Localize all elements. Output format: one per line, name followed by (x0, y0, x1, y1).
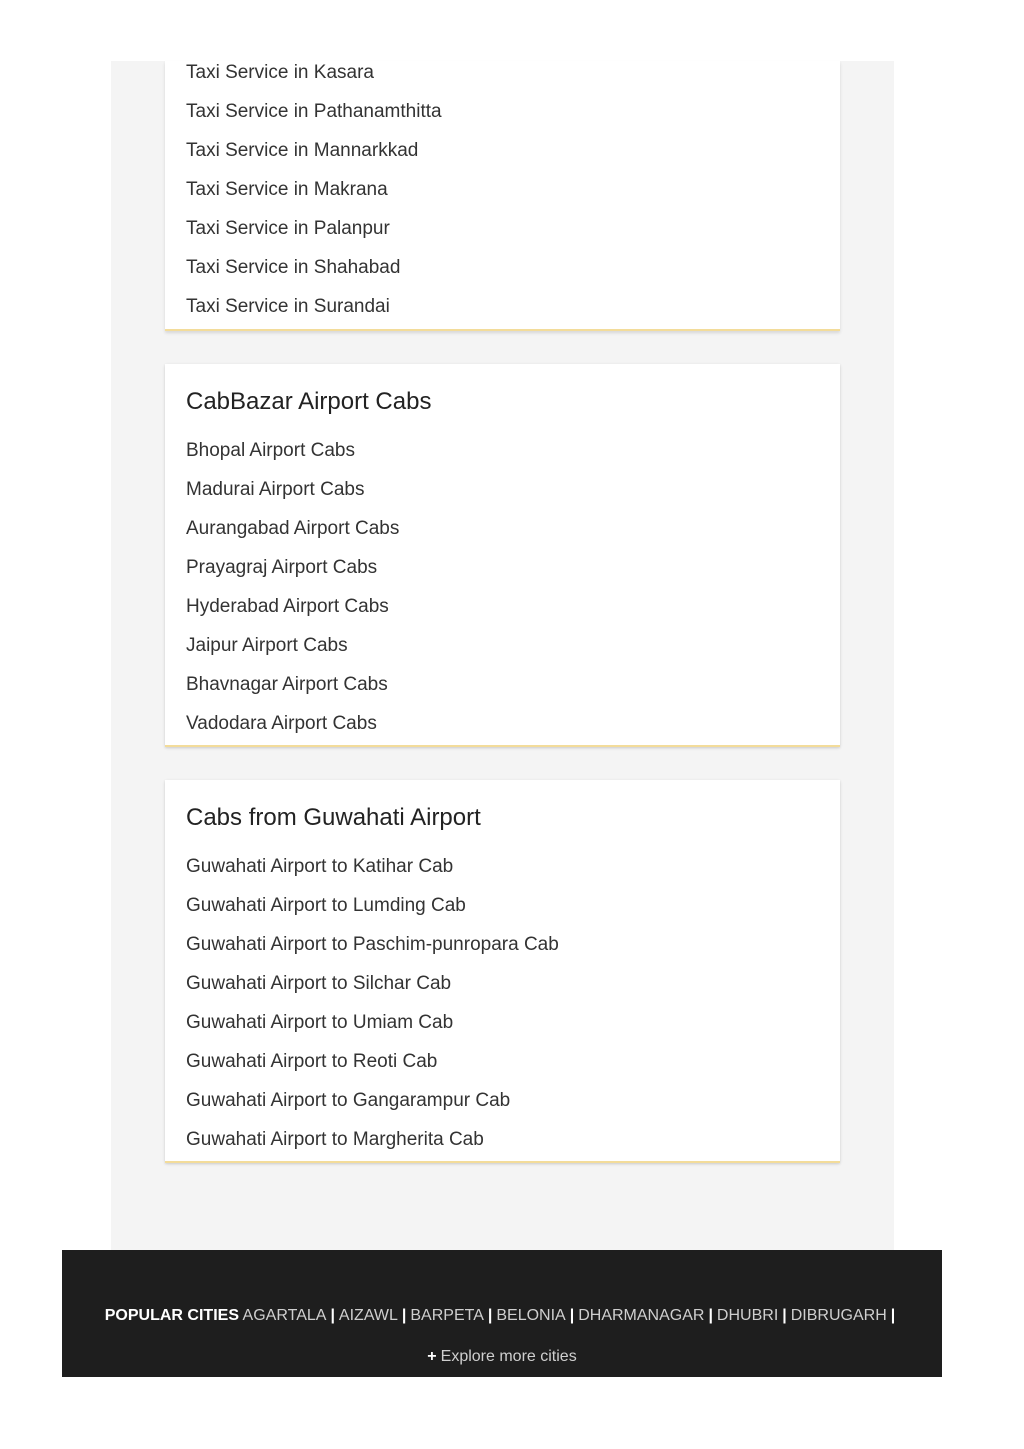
plus-icon: + (427, 1348, 437, 1365)
explore-more-cities-link[interactable] (62, 1347, 942, 1367)
taxi-service-link[interactable]: Taxi Service in Palanpur (186, 218, 390, 239)
guwahati-airport-list (186, 855, 559, 1150)
taxi-service-link[interactable]: Taxi Service in Pathanamthitta (186, 101, 442, 122)
popular-cities-row (62, 1306, 942, 1326)
separator: | (487, 1307, 493, 1324)
taxi-service-link[interactable]: Taxi Service in Shahabad (186, 257, 401, 278)
guwahati-route-link[interactable]: Guwahati Airport to Gangarampur Cab (186, 1090, 511, 1111)
airport-cab-link[interactable]: Madurai Airport Cabs (186, 479, 365, 500)
airport-cabs-list (186, 439, 400, 734)
city-link-agartala[interactable]: AGARTALA (242, 1307, 327, 1324)
footer (62, 1250, 942, 1377)
taxi-services-card (165, 61, 840, 331)
guwahati-airport-title: Cabs from Guwahati Airport (186, 804, 481, 831)
taxi-service-link[interactable]: Taxi Service in Makrana (186, 179, 388, 200)
airport-cab-link[interactable]: Bhopal Airport Cabs (186, 440, 355, 461)
taxi-service-link[interactable]: Taxi Service in Mannarkkad (186, 140, 419, 161)
separator: | (330, 1307, 335, 1324)
airport-cab-link[interactable]: Hyderabad Airport Cabs (186, 596, 389, 617)
guwahati-route-link[interactable]: Guwahati Airport to Katihar Cab (186, 856, 454, 877)
airport-cab-link[interactable]: Bhavnagar Airport Cabs (186, 674, 388, 695)
airport-cabs-card (165, 364, 840, 747)
airport-cab-link[interactable]: Aurangabad Airport Cabs (186, 518, 400, 539)
separator: | (890, 1307, 896, 1324)
guwahati-route-link[interactable]: Guwahati Airport to Silchar Cab (186, 973, 452, 994)
city-link-belonia[interactable]: BELONIA (496, 1307, 566, 1324)
guwahati-route-link[interactable]: Guwahati Airport to Reoti Cab (186, 1051, 438, 1072)
separator: | (782, 1307, 787, 1324)
city-link-barpeta[interactable]: BARPETA (410, 1307, 484, 1324)
city-link-dibrugarh[interactable]: DIBRUGARH (790, 1307, 887, 1324)
city-link-dharmanagar[interactable]: DHARMANAGAR (578, 1307, 705, 1324)
taxi-services-list (186, 61, 442, 317)
airport-cab-link[interactable]: Jaipur Airport Cabs (186, 635, 348, 656)
airport-cab-link[interactable]: Prayagraj Airport Cabs (186, 557, 378, 578)
airport-cabs-title: CabBazar Airport Cabs (186, 388, 432, 415)
city-link-aizawl[interactable]: AIZAWL (338, 1307, 398, 1324)
taxi-service-link[interactable]: Taxi Service in Surandai (186, 296, 390, 317)
explore-more-label: Explore more cities (440, 1348, 577, 1365)
separator: | (569, 1307, 575, 1324)
popular-cities-label: POPULAR CITIES (104, 1307, 239, 1324)
taxi-service-link[interactable]: Taxi Service in Kasara (186, 62, 374, 83)
airport-cab-link[interactable]: Vadodara Airport Cabs (186, 713, 377, 734)
city-link-dhubri[interactable]: DHUBRI (716, 1307, 779, 1324)
guwahati-route-link[interactable]: Guwahati Airport to Margherita Cab (186, 1129, 484, 1150)
separator: | (401, 1307, 407, 1324)
guwahati-route-link[interactable]: Guwahati Airport to Lumding Cab (186, 895, 466, 916)
guwahati-route-link[interactable]: Guwahati Airport to Paschim-punropara Cab (186, 934, 559, 955)
guwahati-airport-card (165, 780, 840, 1163)
guwahati-route-link[interactable]: Guwahati Airport to Umiam Cab (186, 1012, 454, 1033)
separator: | (708, 1307, 713, 1324)
